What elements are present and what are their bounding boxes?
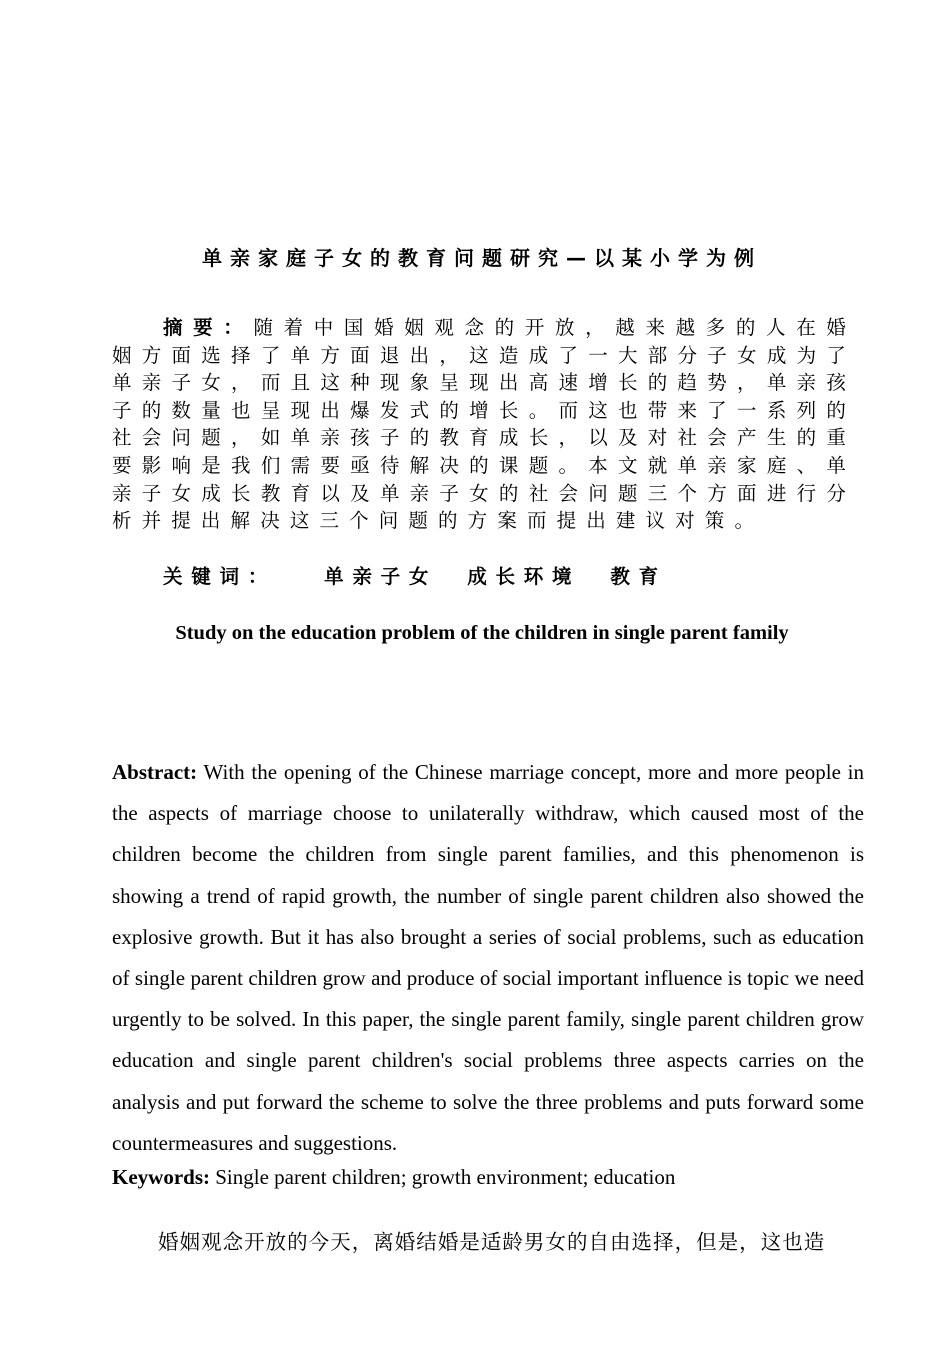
- chinese-keywords-label: 关键词：: [163, 565, 277, 588]
- body-paragraph: 婚姻观念开放的今天，离婚结婚是适龄男女的自由选择，但是，这也造: [158, 1230, 826, 1254]
- chinese-keyword-2: 成长环境: [467, 565, 581, 588]
- chinese-keywords: [163, 563, 667, 590]
- chinese-abstract-label: 摘要：: [163, 316, 254, 339]
- english-keywords-text: Single parent children; growth environment; education: [210, 1165, 676, 1189]
- english-keywords: [112, 1162, 675, 1192]
- chinese-abstract: [112, 314, 856, 535]
- english-keywords-label: Keywords:: [112, 1165, 210, 1189]
- chinese-title: 单亲家庭子女的教育问题研究—以某小学为例: [202, 246, 762, 270]
- chinese-abstract-text: 随着中国婚姻观念的开放，越来越多的人在婚姻方面选择了单方面退出，这造成了一大部分子女成为了单亲子女，而且这种现象呈现出高速增长的趋势，单亲孩子的数量也呈现出爆发式的增长。而这也带来了一系列的社会问题，如单亲孩子的教育成长，以及对社会产生的重要影响是我们需要亟待解决的课题。本文就单亲家庭、单亲子女成长教育以及单亲子女的社会问题三个方面进行分析并提出解决这三个问题的方案而提出建议对策。: [112, 316, 856, 533]
- chinese-keyword-3: 教育: [610, 565, 667, 588]
- english-title: Study on the education problem of the children in single parent family: [175, 622, 789, 644]
- chinese-keyword-1: 单亲子女: [324, 565, 438, 588]
- english-abstract: [112, 752, 864, 1164]
- english-abstract-label: Abstract:: [112, 760, 198, 784]
- english-abstract-text: With the opening of the Chinese marriage concept, more and more people in the aspects of marriage choose to unilaterally withdraw, which caused most of the children become the children from single parent families, and this phenomenon is showing a trend of rapid growth, the number of single parent children also showed the explosive growth. But it has also brought a series of social problems, such as education of single parent children grow and produce of social important influence is topic we need urgently to be solved. In this paper, the single parent family, single parent children grow education and single parent children's social problems three aspects carries on the analysis and put forward the scheme to solve the three problems and puts forward some countermeasures and suggestions.: [112, 760, 864, 1155]
